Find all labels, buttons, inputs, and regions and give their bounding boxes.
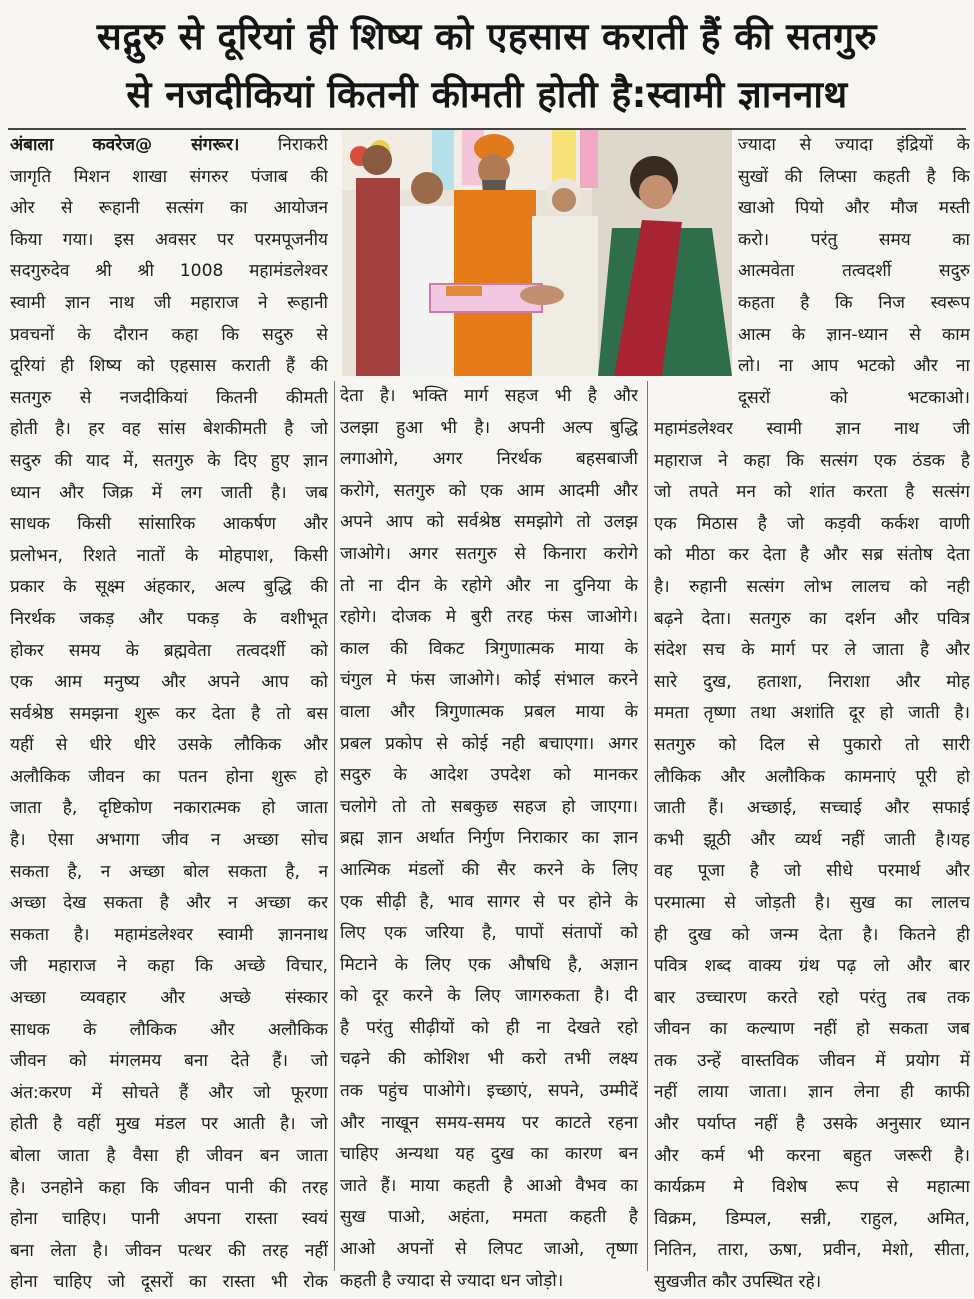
column-line: ममता तृष्णा तथा अशांति दूर हो जाती है। [654, 703, 970, 724]
column-line: लो। ना आप भटको और ना [738, 356, 970, 377]
column-line: सदुरु की याद में, सतगुरु के दिए हुए ज्ञान [10, 450, 328, 471]
column-line: तक पहुंच पाओगे। इच्छाएं, सपने, उम्मीदें [340, 1081, 638, 1102]
column-line: किया गया। इस अवसर पर परमपूजनीय [10, 229, 328, 250]
column-line: करोगे, सतगुरु को एक आम आदमी और [340, 480, 638, 501]
column-line: करो। परंतु समय का [738, 229, 970, 250]
column-line: कहता है कि निज स्वरूप [738, 292, 970, 313]
column-line: है। उनहोने कहा कि जीवन पानी की तरह [10, 1177, 328, 1198]
column-line: खाओ पियो और मौज मस्ती [738, 198, 970, 219]
column-line: स्वामी ज्ञान नाथ जी महाराज ने रूहानी [10, 292, 328, 313]
column-line: एक आम मनुष्य और अपने आप को [10, 672, 328, 693]
column-line: बार उच्चारण करते रहो परंतु तब तक [654, 987, 970, 1008]
column-line: सुखजीत कौर उपस्थित रहे। [654, 1272, 822, 1293]
column-line: उलझा हुआ भी है। अपनी अल्प बुद्धि [340, 417, 638, 438]
column-line: है। रुहानी सत्संग लोभ लालच को नही [654, 576, 970, 597]
column-line: ओर से रूहानी सत्संग का आयोजन [10, 198, 328, 219]
column-line: चंगुल मे फंस जाओगे। कोई संभाल करने [340, 670, 638, 691]
article-column-3 [654, 414, 970, 1299]
column-line: चढ़ने की कोशिश भी करो तभी लक्ष्य [340, 1049, 638, 1070]
column-line: एक सीढ़ी है, भाव सागर से पर होने के [340, 891, 638, 912]
column-line: वाला और त्रिगुणात्मक प्रबल माया के [340, 701, 638, 722]
article-column-2 [340, 381, 638, 1297]
column-line: मिटाने के लिए एक औषधि है, अज्ञान [340, 954, 638, 975]
column-line: जाओगे। अगर सतगुरु से किनारा करोगे [340, 543, 638, 564]
column-line: साधक के लौकिक और अलौकिक [10, 1019, 328, 1040]
column-line: होती है वहीं मुख मंडल पर आती है। जो [10, 1114, 328, 1135]
column-line: रहोगे। दोजक मे बुरी तरह फंस जाओगे। [340, 607, 638, 628]
column-line: आत्मिक मंडलों की सैर करने के लिए [340, 859, 638, 880]
column-line: जीवन को मंगलमय बना देते हैं। जो [10, 1051, 328, 1072]
article-column-1 [10, 130, 328, 1299]
column-line: होना चाहिए। पानी अपना रास्ता स्वयं [10, 1209, 328, 1230]
column-line: जाती हैं। अच्छाई, सच्चाई और सफाई [654, 798, 970, 819]
column-line: लगाओगे, अगर निरर्थक बहसबाजी [340, 449, 638, 470]
column-line: नितिन, तारा, ऊषा, प्रवीन, मेशो, सीता, [654, 1240, 970, 1261]
column-line: है। ऐसा अभागा जीव न अच्छा सोच [10, 830, 328, 851]
column-line: सर्वश्रेष्ठ समझना शुरू कर देता है तो बस [10, 703, 328, 724]
column-line: यहीं से धीरे धीरे उसके लौकिक और [10, 735, 328, 756]
headline [0, 8, 974, 124]
column-line: सुख पाओ, अहंता, ममता कहती है [340, 1207, 638, 1228]
column-line: संदेश सच के मार्ग पर ले जाता है और [654, 640, 970, 661]
column-line: देता है। भक्ति मार्ग सहज भी है और [340, 386, 638, 406]
column-line: सारे दुख, हताशा, निराशा और मोह [654, 671, 970, 692]
photo-icon [342, 130, 732, 376]
column-line: लिए एक जरिया है, पापों संतापों को [340, 923, 638, 944]
column-line: नहीं लाया जाता। ज्ञान लेना ही काफी [654, 1082, 970, 1103]
article-column-3-top [738, 130, 970, 383]
column-line: है परंतु सीढ़ीयों को ही ना देखते रहो [340, 1017, 638, 1038]
headline-line-1: सद्गुरु से दूरियां ही शिष्य को एहसास कराती हैं की सतगुरु [96, 15, 878, 58]
column-line: ध्यान और जिक्र में लग जाती है। जब [10, 482, 328, 503]
column-line: बढ़ने देता। सतगुरु का दर्शन और पवित्र [654, 608, 970, 629]
column-line: जाता है, दृष्टिकोण नकारात्मक हो जाता [10, 798, 328, 819]
column-line: ही दुख को जन्म देता है। कितने ही [654, 924, 970, 945]
article-column-3-bridge [738, 383, 970, 415]
column-line: आत्म के ज्ञान-ध्यान से काम [738, 324, 970, 345]
column-line: आत्मवेता तत्वदर्शी सदुरु [738, 261, 970, 282]
column-line: कभी झूठी और व्यर्थ नहीं जाती है।यह [654, 829, 970, 850]
column-line: चलोगे तो तो सबकुछ सहज हो जाएगा। [340, 796, 638, 817]
headline-line-2: से नजदीकियां कितनी कीमती होती है:स्वामी ज्ञाननाथ [126, 73, 848, 116]
column-line: सदगुरुदेव श्री श्री 1008 महामंडलेश्वर [10, 261, 328, 282]
column-line: और नाखून समय-समय पर काटते रहना [340, 1112, 638, 1133]
column-line: ब्रह्म ज्ञान अर्थात निर्गुण निराकार का ज्ञान [340, 828, 638, 849]
column-line: दूरियां ही शिष्य को एहसास कराती हैं की [10, 356, 328, 377]
column-line: काल की विकट त्रिगुणात्मक माया के [340, 638, 638, 659]
column-line: होती है। हर वह सांस बेशकीमती है जो [10, 419, 328, 440]
column-line: और पर्याप्त नहीं है उसके अनुसार ध्यान [654, 1114, 970, 1135]
column-line: सकता है। महामंडलेश्वर स्वामी ज्ञाननाथ [10, 924, 328, 945]
column-line: पवित्र शब्द वाक्य ग्रंथ पढ़ लो और बार [654, 956, 970, 977]
column-line: सकता है, न अच्छा बोल सकता है, न [10, 861, 328, 882]
column-line: और कर्म भी करना बहुत जरूरी है। [654, 1145, 970, 1166]
column-line: बोला जाता है वैसा ही जीवन बन जाता [10, 1146, 328, 1166]
column-line: महाराज ने कहा कि सत्संग एक ठंडक है [654, 450, 970, 471]
column-line: सदुरु के आदेश उपदेश को मानकर [340, 765, 638, 786]
column-line: तो ना दीन के रहोगे और ना दुनिया के [340, 575, 638, 596]
news-photo [342, 130, 732, 376]
column-line: परमात्मा से जोड़ती है। सुख का लालच [654, 892, 970, 913]
column-line: वह पूजा है जो सीधे परमार्थ और [654, 861, 970, 882]
column-line: ज्यादा से ज्यादा इंद्रियों के [738, 135, 970, 155]
column-line: महामंडलेश्वर स्वामी ज्ञान नाथ जी [654, 419, 970, 439]
column-line: अंत:करण में सोचते हैं और जो फूरणा [10, 1082, 328, 1103]
column-line: सतगुरु से नजदीकियां कितनी कीमती [10, 387, 328, 408]
column-line: को दूर करने के लिए जागरुकता है। दी [340, 986, 638, 1007]
column-line: बना लेता है। जीवन पत्थर की तरह नहीं [10, 1240, 328, 1261]
column-line: जाते हैं। माया कहती है आओ वैभव का [340, 1175, 638, 1196]
column-line: प्रकार के सूक्ष्म अंहकार, अल्प बुद्धि की [10, 577, 328, 598]
column-line: निरर्थक जकड़ और पकड़ के वशीभूत [10, 608, 328, 629]
column-line: विक्रम, डिम्पल, सन्नी, राहुल, अमित, [654, 1208, 970, 1229]
column-line: सतगुरु को दिल से पुकारो तो सारी [654, 734, 970, 755]
column-line: सुखों की लिप्सा कहती है कि [738, 166, 970, 187]
column-line: जी महाराज ने कहा कि अच्छे विचार, [10, 956, 328, 977]
column-line: को मीठा कर देता है और सब्र संतोष देता [654, 545, 970, 566]
column-line: साधक किसी सांसारिक आकर्षण और [10, 514, 328, 535]
column-line: अपने आप को सर्वश्रेष्ठ समझोगे तो उलझ [340, 512, 638, 533]
column-line: प्रलोभन, रिशते नातों के मोहपाश, किसी [10, 545, 328, 566]
column-line: आओ अपनों से लिपट जाओ, तृष्णा [340, 1239, 638, 1260]
column-line: लौकिक और अलौकिक कामनाएं पूरी हो [654, 766, 970, 787]
column-line: दूसरों को भटकाओ। [738, 388, 970, 408]
column-line: अच्छा देख सकता है और न अच्छा कर [10, 893, 328, 914]
column-line: अंबाला कवरेज@ संगरूर। निराकरी [10, 135, 328, 155]
column-line: जीवन का कल्याण नहीं हो सकता जब [654, 1019, 970, 1040]
column-line: एक मिठास है जो कड़वी कर्कश वाणी [654, 513, 970, 534]
column-line: होकर समय के ब्रह्मवेता तत्वदर्शी को [10, 640, 328, 661]
column-line: जो तपते मन को शांत करता है सत्संग [654, 482, 970, 503]
dateline: अंबाला कवरेज@ संगरूर। [10, 135, 240, 155]
column-divider-1 [334, 381, 335, 1271]
column-line: कार्यक्रम मे विशेष रूप से महात्मा [654, 1177, 970, 1198]
column-line: जागृति मिशन शाखा संगरुर पंजाब की [10, 166, 328, 187]
column-line: चाहिए अन्यथा यह दुख का कारण बन [340, 1144, 638, 1165]
column-line: प्रवचनों के दौरान कहा कि सदुरु से [10, 324, 328, 345]
column-line: होना चाहिए जो दूसरों का रास्ता भी रोक [10, 1272, 328, 1293]
column-divider-2 [647, 381, 648, 1271]
column-line: अलौकिक जीवन का पतन होना शुरू हो [10, 766, 328, 787]
column-line: तक उन्हें वास्तविक जीवन में प्रयोग में [654, 1050, 970, 1071]
column-line: प्रबल प्रकोप से कोई नही बचाएगा। अगर [340, 733, 638, 754]
column-line: अच्छा व्यवहार और अच्छे संस्कार [10, 988, 328, 1009]
column-line: कहती है ज्यादा से ज्यादा धन जोड़ो। [340, 1270, 564, 1291]
